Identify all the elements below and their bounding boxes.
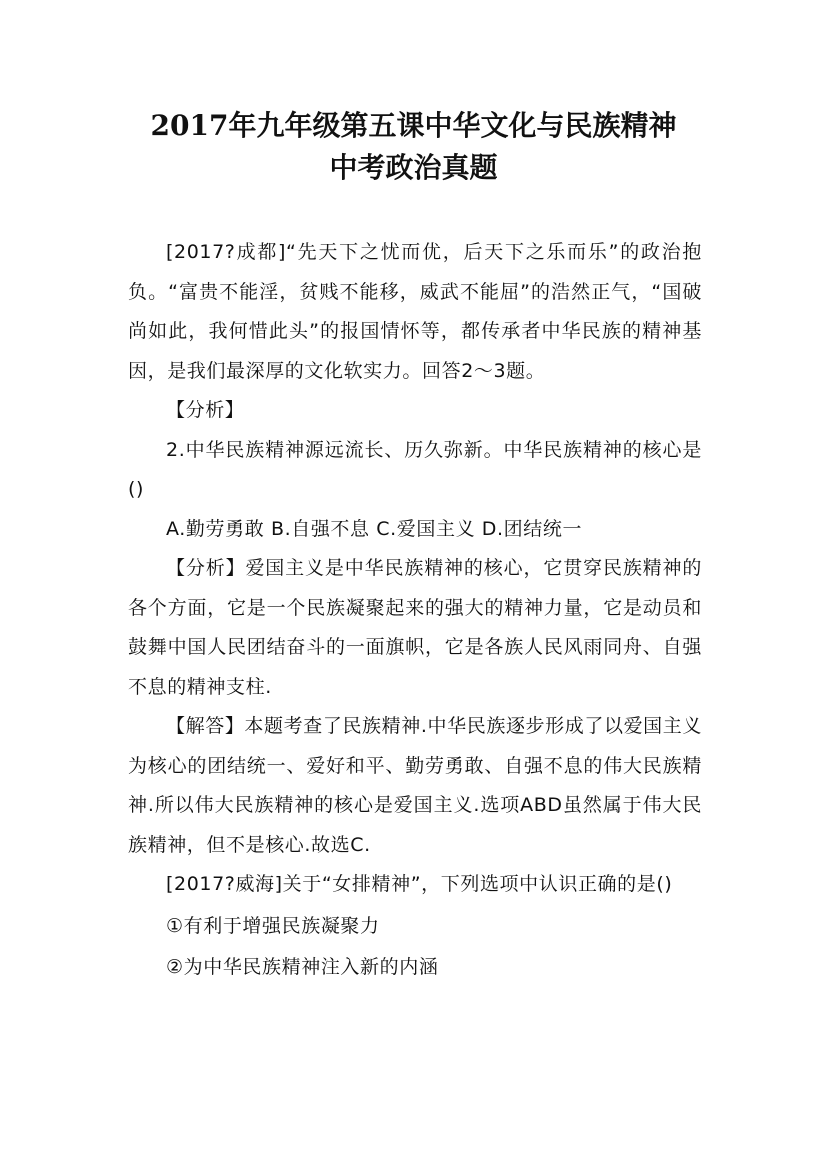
- paragraph-options: A.勤劳勇敢 B.自强不息 C.爱国主义 D.团结统一: [166, 517, 583, 540]
- paragraph-intro: [2017?成都]“先天下之忧而优，后天下之乐而乐”的政治抱负。“富贵不能淫，贫贱不能移，威武不能屈”的浩然正气，“国破尚如此，我何惜此头”的报国情怀等，都传承者中华民族的精神基因，是我们最深厚的文化软实力。回答2～3题。: [128, 241, 702, 382]
- paragraph-question-2: 2.中华民族精神源远流长、历久弥新。中华民族精神的核心是(): [128, 438, 702, 500]
- list-item-statement-2: ②为中华民族精神注入新的内涵: [166, 956, 439, 978]
- document-title-line-2: 中考政治真题: [329, 151, 498, 184]
- paragraph-analysis-heading: 【分析】: [166, 399, 245, 421]
- document-body: [128, 233, 702, 988]
- paragraph-analysis: 【分析】爱国主义是中华民族精神的核心，它贯穿民族精神的各个方面，它是一个民族凝聚起来的强大的精神力量，它是动员和鼓舞中国人民团结奋斗的一面旗帜，它是各族人民风雨同舟、自强不息的精神支柱.: [128, 557, 702, 698]
- document-title-line-1: 2017年九年级第五课中华文化与民族精神: [150, 109, 677, 142]
- list-item-statement-1: ①有利于增强民族凝聚力: [166, 914, 380, 937]
- paragraph-answer: 【解答】本题考查了民族精神.中华民族逐步形成了以爱国主义为核心的团结统一、爱好和平、勤劳勇敢、自强不息的伟大民族精神.所以伟大民族精神的核心是爱国主义.选项ABD虽然属于伟大民族精神，但不是核心.故选C.: [128, 715, 702, 856]
- paragraph-question-weihai: [2017?威海]关于“女排精神”，下列选项中认识正确的是(): [166, 873, 673, 895]
